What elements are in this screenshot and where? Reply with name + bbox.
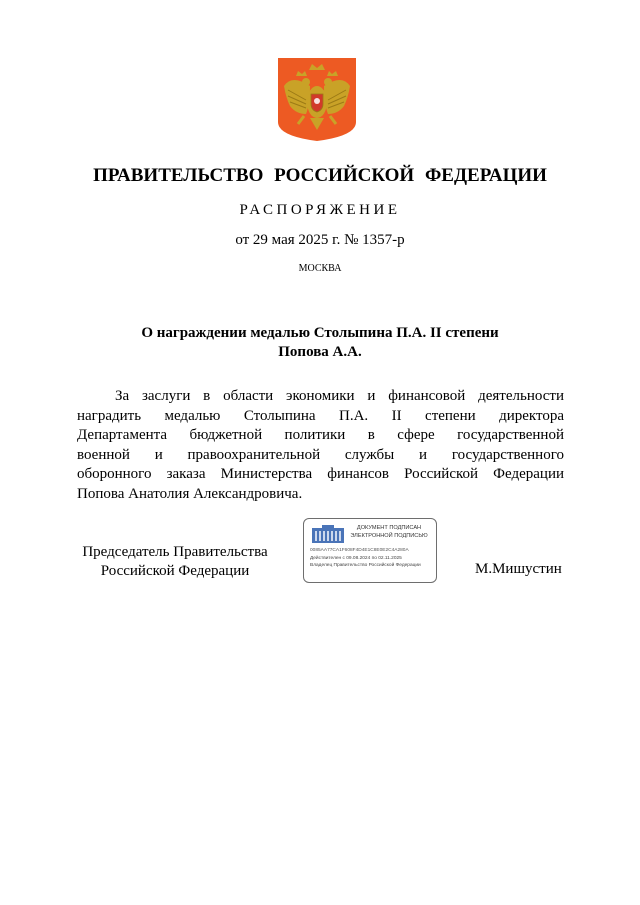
coat-of-arms-emblem <box>276 56 358 142</box>
subject-line: О награждении медалью Столыпина П.А. II степени <box>141 325 499 341</box>
document-date-number: от 29 мая 2025 г. № 1357-р <box>235 232 405 248</box>
government-title: ПРАВИТЕЛЬСТВО РОССИЙСКОЙ ФЕДЕРАЦИИ <box>93 165 547 186</box>
signer-position-line: Российской Федерации <box>100 563 250 579</box>
body-line: оборонного заказа Министерства финансов Российской Федерации <box>77 466 564 482</box>
government-building-icon <box>310 524 346 544</box>
electronic-signature-stamp <box>303 518 437 583</box>
subject-line: Попова А.А. <box>278 344 362 360</box>
signer-name: М.Мишустин <box>475 561 562 577</box>
signer-position-line: Председатель Правительства <box>82 544 268 560</box>
stamp-owner: Владелец Правительство Российской Федерации <box>310 563 421 568</box>
stamp-certificate-number: 0085AA77CA1F608F4D4E1C8E0E2C4A280A <box>310 548 409 553</box>
body-line: Департамента бюджетной политики в сфере государственной <box>77 427 564 443</box>
signer-position <box>79 543 271 581</box>
body-line: За заслуги в области экономики и финансовой деятельности <box>115 388 564 404</box>
stamp-title <box>344 524 434 540</box>
body-line: наградить медалью Столыпина П.А. II степени директора <box>77 407 564 424</box>
stamp-validity: Действителен с 09.08.2024 по 02.11.2025 <box>310 556 402 561</box>
document-body <box>77 387 564 504</box>
stamp-title-line: ДОКУМЕНТ ПОДПИСАН <box>356 525 422 531</box>
body-line: военной и правоохранительной службы и государственного <box>77 446 564 463</box>
document-city: МОСКВА <box>298 263 342 274</box>
body-line: Попова Анатолия Александровича. <box>77 485 303 502</box>
document-subject <box>0 324 640 362</box>
document-type: РАСПОРЯЖЕНИЕ <box>239 202 401 218</box>
stamp-title-line: ЭЛЕКТРОННОЙ ПОДПИСЬЮ <box>350 533 428 539</box>
